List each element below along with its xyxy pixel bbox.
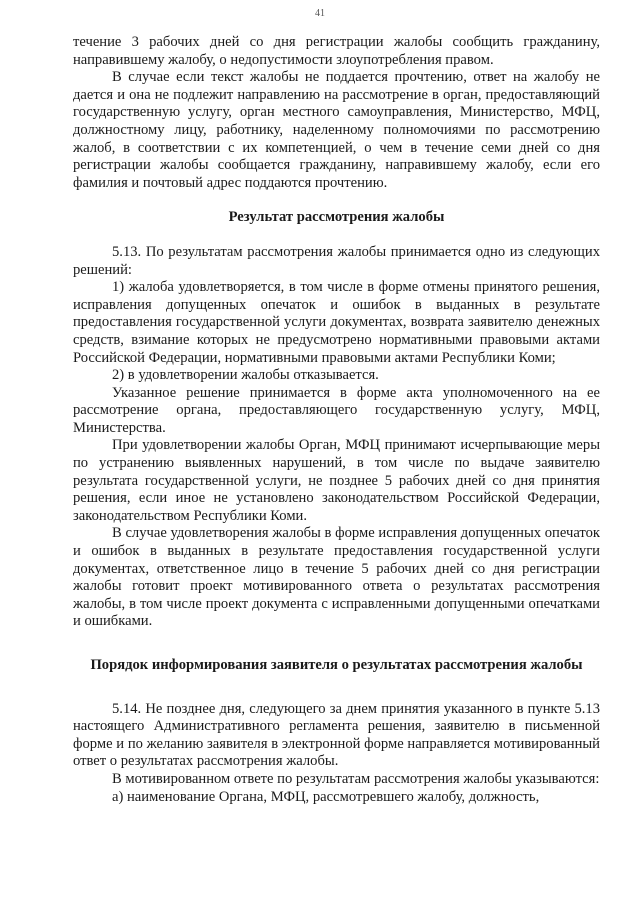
list-item: 2) в удовлетворении жалобы отказывается.	[112, 367, 379, 384]
paragraph: 5.14. Не позднее дня, следующего за днем принятия указанного в пункте 5.13 настоящего Административного регламента решения, заявителю в письменной форме и по желанию заявителя в электронной форме направляется мотивированный ответ о результатах рассмотрения жалобы.	[73, 700, 600, 770]
paragraph: В мотивированном ответе по результатам рассмотрения жалобы указываются:	[112, 770, 600, 787]
paragraph: В случае если текст жалобы не поддается прочтению, ответ на жалобу не дается и она не подлежит направлению на рассмотрение в орган, предоставляющий государственную услугу, орган местного самоуправления, Министерство, МФЦ, должностному лицу, работнику, наделенному полномочиями по рассмотрению жалоб, в соответствии с их компетенцией, о чем в течение семи дней со дня регистрации жалобы сообщается гражданину, направившему жалобу, если его фамилия и почтовый адрес поддаются прочтению.	[73, 69, 600, 191]
spacer	[73, 227, 600, 244]
page-number: 41	[315, 8, 325, 19]
paragraph: При удовлетворении жалобы Орган, МФЦ принимают исчерпывающие меры по устранению выявленных нарушений, в том числе по выдаче заявителю результата государственной услуги, не позднее 5 рабочих дней со дня принятия решения, если иное не установлено законодательством Российской Федерации, законодательством Республики Коми.	[73, 437, 600, 524]
document-body	[73, 34, 600, 806]
paragraph: течение 3 рабочих дней со дня регистрации жалобы сообщить гражданину, направившему жалобу, о недопустимости злоупотребления правом.	[73, 34, 600, 68]
paragraph: Указанное решение принимается в форме акта уполномоченного на ее рассмотрение органа, предоставляющего государственную услугу, МФЦ, Министерства.	[73, 384, 600, 436]
spacer	[73, 192, 600, 209]
paragraph: 5.13. По результатам рассмотрения жалобы принимается одно из следующих решений:	[73, 243, 600, 278]
list-item: 1) жалоба удовлетворяется, в том числе в форме отмены принятого решения, исправления допущенных опечаток и ошибок в выданных в результате предоставления государственной услуги документах, возврата заявителю денежных средств, взимание которых не предусмотрено нормативными правовыми актами Российской Федерации, нормативными правовыми актами Республики Коми;	[73, 279, 600, 366]
spacer	[73, 675, 600, 701]
paragraph: В случае удовлетворения жалобы в форме исправления допущенных опечаток и ошибок в выданных в результате предоставления государственной услуги документах, ответственное лицо в течение 5 рабочих дней со дня регистрации жалобы готовит проект мотивированного ответа о результатах рассмотрения жалобы, в том числе проект документа с исправленными допущенными опечатками и ошибками.	[73, 525, 600, 630]
section-heading-inform: Порядок информирования заявителя о результатах рассмотрения жалобы	[90, 657, 583, 673]
section-heading-result: Результат рассмотрения жалобы	[228, 209, 445, 226]
list-item: а) наименование Органа, МФЦ, рассмотревшего жалобу, должность,	[112, 788, 540, 805]
spacer	[73, 631, 600, 657]
